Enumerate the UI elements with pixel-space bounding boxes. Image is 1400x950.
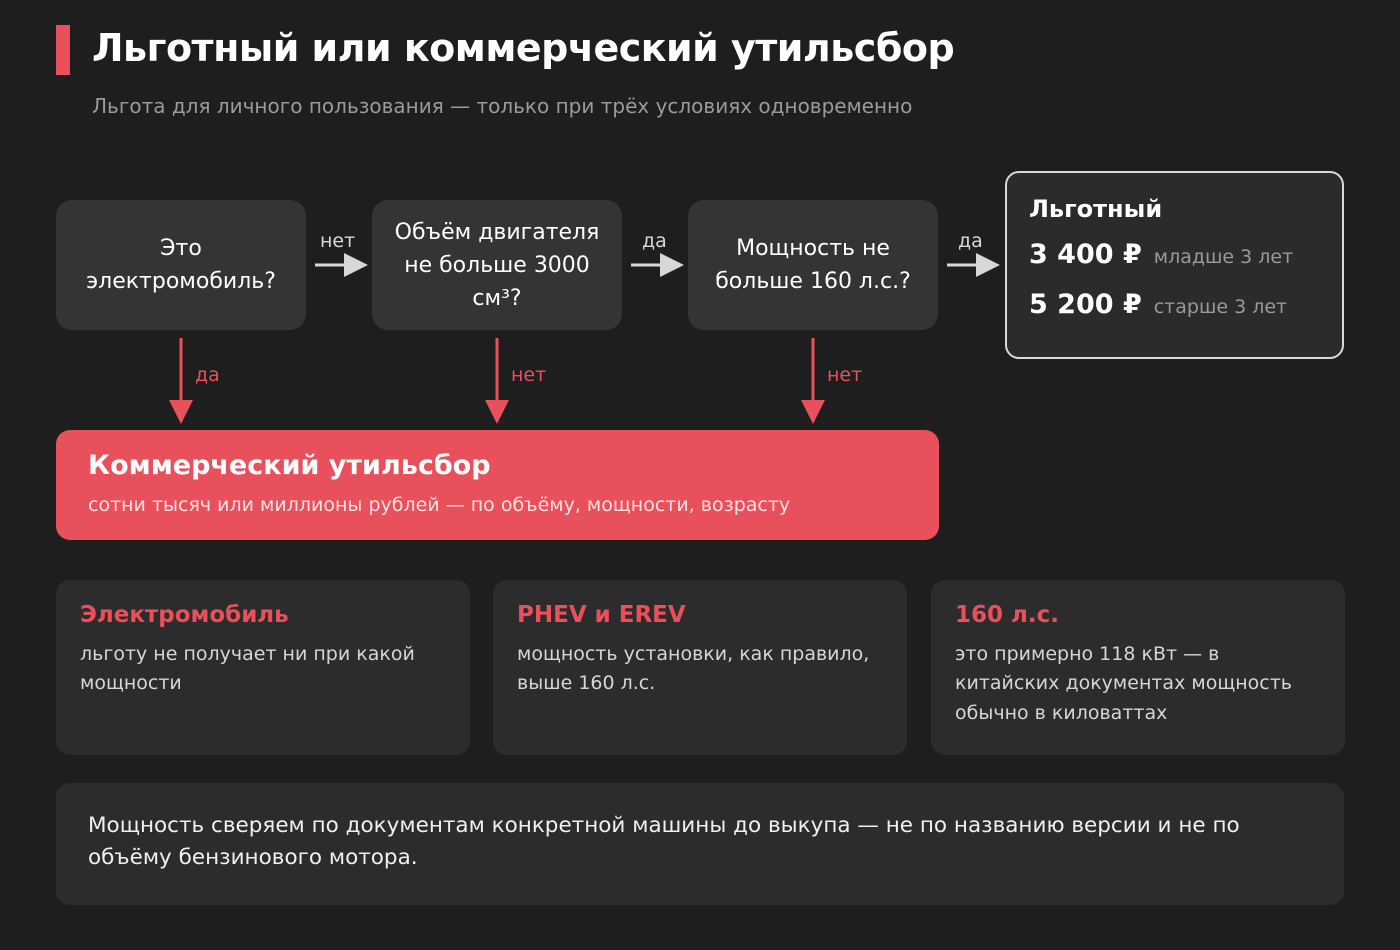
price-old: 5 200 ₽ (1029, 289, 1142, 320)
info-card-title: Электромобиль (80, 602, 289, 628)
price-row-old (1029, 289, 1287, 320)
question-electric: Это электромобиль? (56, 200, 306, 330)
info-card-title: 160 л.с. (955, 602, 1059, 628)
question-power: Мощность не больше 160 л.с.? (688, 200, 938, 330)
edge-label-q2-down: нет (511, 364, 547, 386)
commercial-result (56, 430, 939, 540)
info-card-phev (493, 580, 907, 755)
page-subtitle: Льгота для личного пользования — только при трёх условиях одновременно (92, 94, 913, 118)
info-card-text: льготу не получает ни при какой мощности (80, 643, 415, 695)
bottom-note: Мощность сверяем по документам конкретной машины до выкупа — не по названию версии и не по объёму бензинового мотора. (56, 783, 1344, 905)
edge-label-q3-down: нет (827, 364, 863, 386)
preferential-result (1005, 171, 1344, 359)
edge-label-q1-down: да (195, 364, 220, 386)
price-young-note: младше 3 лет (1153, 246, 1294, 268)
page-title: Льготный или коммерческий утильсбор (92, 26, 955, 70)
price-old-note: старше 3 лет (1153, 296, 1288, 318)
info-card-electric (56, 580, 470, 755)
info-card-text: мощность установки, как правило, выше 160 л.с. (517, 643, 870, 695)
preferential-title: Льготный (1029, 195, 1163, 223)
info-card-title: PHEV и EREV (517, 602, 686, 628)
commercial-text: сотни тысяч или миллионы рублей — по объёму, мощности, возрасту (88, 494, 791, 516)
price-young: 3 400 ₽ (1029, 239, 1142, 270)
info-card-power (931, 580, 1345, 755)
info-card-text: это примерно 118 кВт — в китайских документах мощность обычно в киловаттах (955, 643, 1292, 724)
question-engine-volume: Объём двигателя не больше 3000 см³? (372, 200, 622, 330)
commercial-title: Коммерческий утильсбор (88, 450, 491, 481)
edge-label-q2-to-q3: да (642, 230, 667, 252)
edge-label-q3-to-result: да (958, 230, 983, 252)
price-row-young (1029, 239, 1293, 270)
edge-label-q1-to-q2: нет (320, 230, 356, 252)
